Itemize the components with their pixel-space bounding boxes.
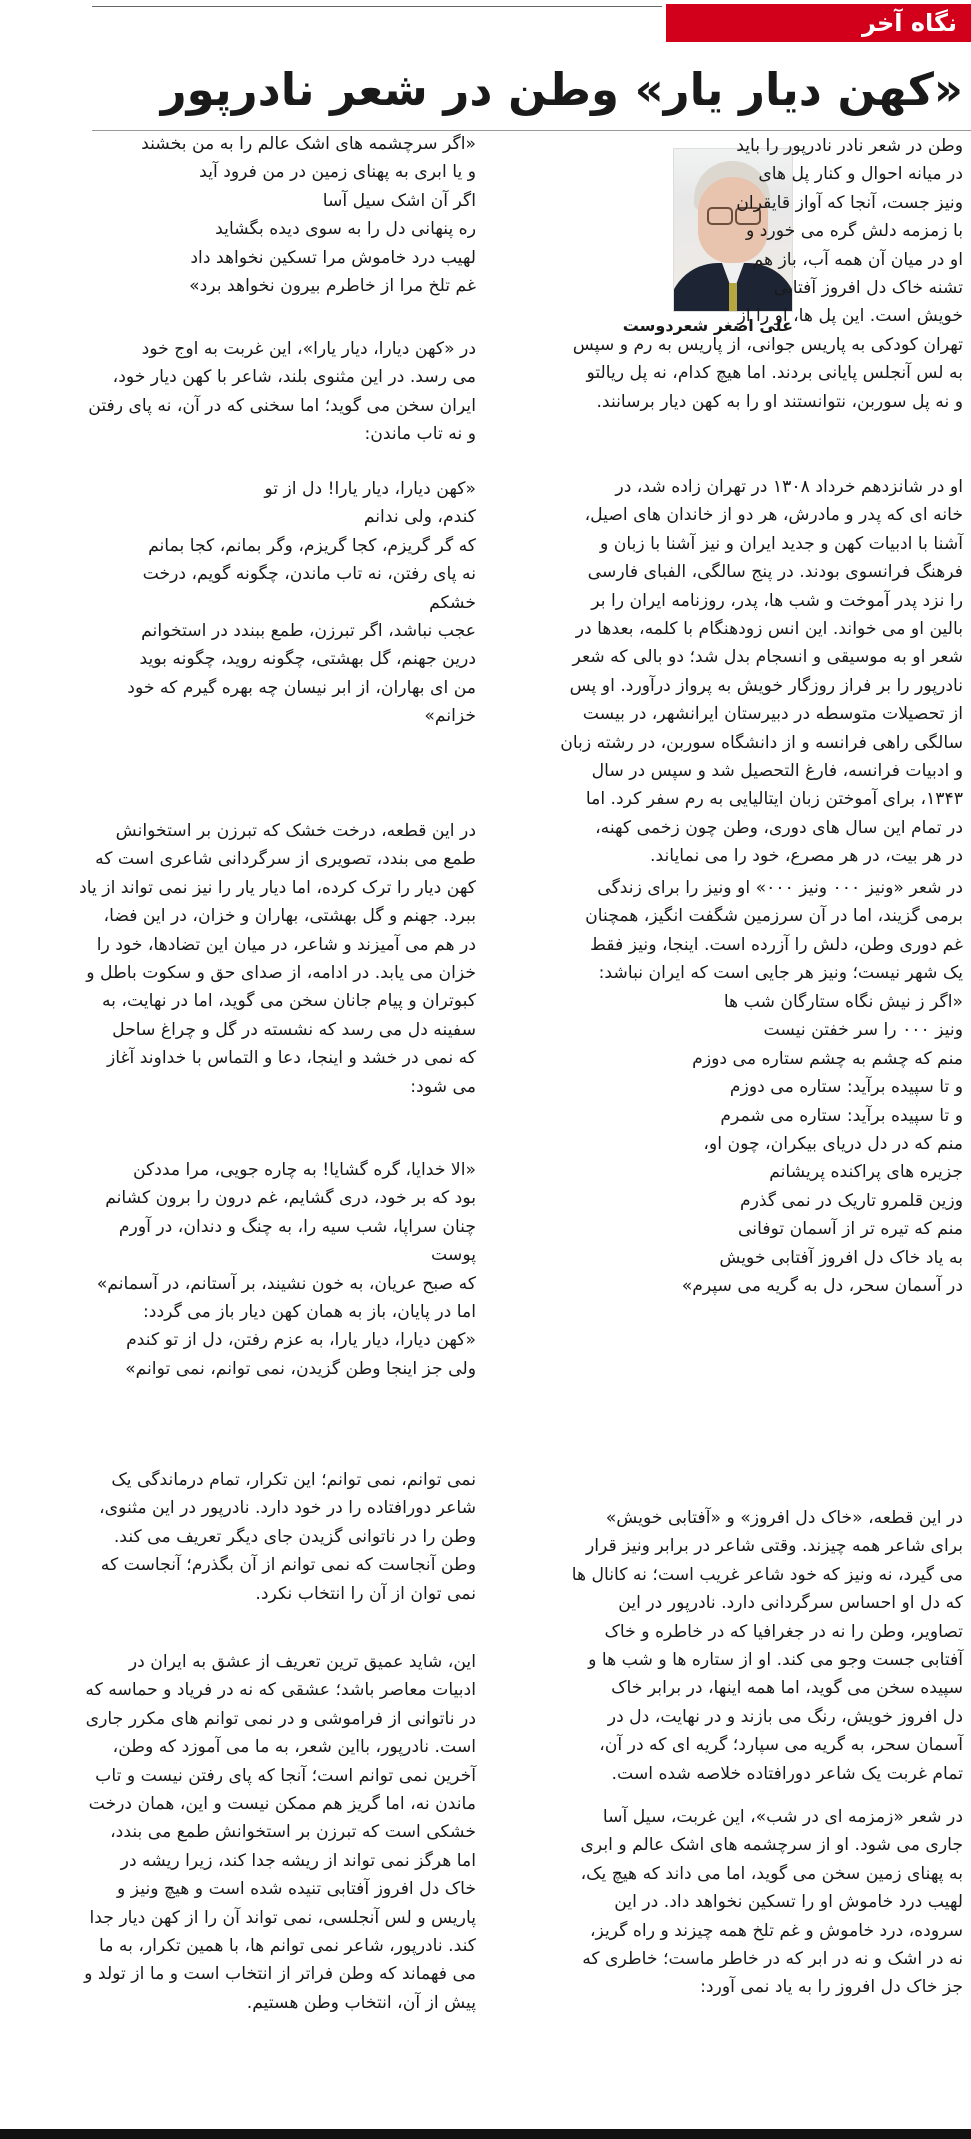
text-line: و ادبیات فرانسه، فارغ التحصیل شد و سپس در سال	[591, 761, 963, 782]
poem-venice	[495, 988, 963, 1300]
text-line: شاعر دورافتاده را در خود دارد. نادرپور در این مثنوی،	[99, 1498, 476, 1519]
text-line: در هم می آمیزند و شاعر، در میان این تضادها، خود را	[96, 934, 476, 955]
text-line: ونیز جست، آنجا که آواز قایقران	[736, 192, 963, 213]
paragraph-3	[495, 874, 963, 988]
text-line: غم دوری وطن، دلش را آزرده است. اینجا، ونیز فقط	[590, 934, 963, 955]
paragraph-2	[495, 473, 963, 871]
text-line: در ناتوانی از فراموشی و در نمی توانم های مکرر جاری	[85, 1708, 476, 1729]
text-line: ادبیات معاصر باشد؛ عشقی که نه در فریاد و حماسه که	[85, 1680, 476, 1701]
text-line: در شعر «ونیز ۰۰۰ ونیز ۰۰۰» او ونیز را برای زندگی	[597, 878, 963, 898]
text-line: وطن در شعر نادر نادرپور را باید	[736, 136, 963, 156]
text-line: تشنه خاک دل افروز آفتابی	[773, 278, 963, 299]
top-rule	[92, 6, 662, 7]
text-line: می رسد. در این مثنوی بلند، شاعر با کهن دیار خود،	[112, 367, 476, 388]
text-line: ماندن نه، اما گریز هم ممکن نیست و این، همان درخت	[88, 1794, 476, 1815]
text-line: در شعر «زمزمه ای در شب»، این غربت، سیل آسا	[602, 1807, 963, 1827]
text-line: ایران سخن می گوید؛ اما سخنی که در آن، نه پای رفتن	[88, 395, 476, 416]
paragraph-7	[36, 817, 476, 1101]
text-line: شعر او به موسیقی و انسجام بدل شد؛ دو بالی که شعر	[572, 647, 963, 668]
text-line: برمی گزیند، اما در آن سرزمین شگفت انگیز، همچنان	[585, 906, 963, 927]
text-line: من ای بهاران، از ابر نیسان چه بهره گیرم که خود	[127, 677, 476, 698]
text-line: عجب نباشد، اگر تبرزن، طمع ببندد در استخوانم	[141, 621, 476, 642]
author-name: علی اصغر شعردوست	[622, 316, 793, 335]
text-line: پوست	[431, 1245, 476, 1266]
text-line: «کهن دیارا، دیار یارا! دل از تو	[264, 479, 476, 499]
text-line: پیش از آن، انتخاب وطن هستیم.	[246, 1992, 476, 2013]
text-line: وزین قلمرو تاریک در نمی گذرم	[739, 1190, 963, 1211]
text-line: و یا ابری به پهنای زمین در من فرود آید	[199, 162, 476, 183]
text-line: خشکی است که تبرزن بر استخوانش طمع می بندد،	[110, 1822, 476, 1843]
text-line: بود که بر خود، دری گشایم، غم درون را برون کشانم	[105, 1188, 476, 1209]
text-line: به پهنای زمین سخن می گوید، اما می داند که هیچ یک،	[580, 1863, 963, 1884]
text-line: می فهماند که وطن فراتر از انتخاب است و ما از تولد و	[84, 1964, 476, 1985]
text-line: «الا خدایا، گره گشایا! به چاره جویی، مرا مددکن	[132, 1160, 476, 1180]
text-line: او در میان آن همه آب، باز هم	[752, 249, 963, 270]
text-line: سالگی راهی فرانسه و از دانشگاه سوربن، در رشته زبان	[560, 732, 963, 753]
text-line: سفینه دل می رسد که نشسته در گل و چراغ ساحل	[112, 1019, 476, 1040]
text-line: در آسمان سحر، دل به گریه می سپرم»	[681, 1276, 963, 1297]
text-line: در میانه احوال و کنار پل های	[758, 164, 963, 185]
text-line: خشکم	[429, 592, 476, 613]
text-line: ببرد. جهنم و گل بهشتی، بهاران و خزان، در این فضا،	[103, 906, 476, 927]
paragraph-5	[495, 1803, 963, 2002]
text-line: اما در پایان، باز به همان کهن دیار باز می گردد:	[143, 1302, 476, 1323]
text-line: «کهن دیارا، دیار یارا، به عزم رفتن، دل از تو کندم	[126, 1330, 476, 1351]
text-line: آخرین نمی توانم است؛ آنجا که پای رفتن نیست و تاب	[95, 1765, 476, 1786]
footer-rule	[0, 2129, 971, 2139]
text-line: و تا سپیده برآید: ستاره می دوزم	[729, 1077, 963, 1098]
text-line: خاک دل افروز آفتابی تنیده شده است و هیچ ونیز و	[117, 1879, 476, 1900]
text-line: و نه تاب ماندن:	[364, 424, 476, 445]
text-line: ره پنهانی دل را به سوی دیده بگشاید	[215, 219, 476, 240]
text-line: اما هرگز نمی تواند از ریشه جدا کند، زیرا ریشه در	[120, 1850, 476, 1871]
poem-whisper	[36, 130, 476, 300]
text-line: خویش است. این پل ها، او را از	[737, 306, 963, 327]
text-line: وطن را در ناتوانی گزیدن جای دیگر تعریف می کند.	[113, 1526, 476, 1547]
text-line: و تا سپیده برآید: ستاره می شمرم	[720, 1105, 963, 1126]
text-line: که صبح عریان، به خون نشیند، بر آستانم، در آسمانم»	[96, 1273, 476, 1294]
text-line: یک شهر نیست؛ ونیز هر جایی است که ایران نباشد:	[598, 963, 963, 984]
text-line: می شود:	[410, 1076, 476, 1097]
text-line: لهیب درد خاموش او را تسکین نخواهد داد. در این	[614, 1892, 963, 1913]
text-line: در هر بیت، در هر مصرع، خود را می نمایاند.	[650, 846, 963, 867]
text-line: نادرپور را بر فراز روزگار خویش به پرواز درآورد. او پس	[569, 675, 963, 696]
text-line: «اگر سرچشمه های اشک عالم را به من بخشند	[141, 134, 476, 154]
text-line: غم تلخ مرا از خاطرم بیرون نخواهد برد»	[189, 276, 476, 297]
text-line: است. نادرپور، بااین شعر، به ما می آموزد که وطن،	[112, 1737, 476, 1758]
text-line: دل افروز خویش، رنگ می بازند و در نهایت، دل در	[607, 1706, 963, 1727]
section-tag: نگاه آخر	[666, 4, 971, 42]
text-line: جز خاک دل افروز را به یاد نمی آورد:	[700, 1977, 963, 1998]
text-line: در «کهن دیارا، دیار یارا»، این غربت به اوج خود	[141, 339, 476, 359]
text-line: سپیده سخن می گوید، اما همه اینها، در برابر خاک	[611, 1678, 963, 1699]
text-line: در این قطعه، «خاک دل افروز» و «آفتابی خویش»	[605, 1508, 963, 1528]
text-line: فرهنگ فرانسوی بودند. در پنج سالگی، الفبای فارسی	[587, 562, 963, 583]
text-line: را نزد پدر آموخت و شب ها، پدر، روزنامه ایران را بر	[591, 590, 963, 611]
text-line: کند. نادرپور، شاعر نمی توانم ها، با همین تکرار، به ما	[98, 1936, 476, 1957]
text-line: تهران کودکی به پاریس جوانی، از پاریس به رم و سپس	[572, 334, 963, 355]
text-line: برای شاعر همه چیزند. وقتی شاعر در برابر ونیز قرار	[585, 1536, 963, 1557]
text-line: نمی توان از آن را انتخاب نکرد.	[255, 1583, 476, 1604]
text-line: که دل او احساس سرگردانی دارد. نادرپور در این	[618, 1593, 963, 1614]
paragraph-4	[495, 1504, 963, 1788]
text-line: و نه پل سوربن، نتوانستند او را به کهن دیار برسانند.	[596, 391, 963, 412]
text-line: می گیرد، نه ونیز که خود شاعر غریب است؛ نه کانال ها	[571, 1564, 963, 1585]
text-line: خزان می یابد. در ادامه، از صدای حق و سکوت باطل و	[86, 963, 476, 984]
text-line: پاریس و لس آنجلسی، نمی تواند آن را از کهن دیار جدا	[89, 1907, 476, 1928]
text-line: به لس آنجلس پایانی بردند. اما هیچ کدام، نه پل ریالتو	[586, 363, 963, 384]
text-line: جزیره های پراکنده پریشانم	[769, 1162, 963, 1183]
text-line: منم که در دل دریای بیکران، چون او،	[703, 1134, 963, 1155]
text-line: آفتابی جست وجو می کند. او از ستاره ها و شب ها و	[588, 1650, 963, 1671]
text-line: کهن دیار را ترک کرده، اما دیار یار را نیز نمی تواند از یاد	[79, 877, 476, 898]
text-line: ۱۳۴۳، برای آموختن زبان ایتالیایی به رم سفر کرد. اما	[585, 789, 963, 810]
text-line: وطن آنجاست که نمی توانم از آن بگذرم؛ آنجاست که	[100, 1555, 476, 1576]
text-line: او در شانزدهم خرداد ۱۳۰۸ در تهران زاده شد، در	[615, 477, 963, 497]
poem-old-land	[36, 475, 476, 731]
text-line: طمع می بندد، تصویری از سرگردانی شاعری است که	[95, 849, 476, 870]
text-line: لهیب درد خاموش مرا تسکین نخواهد داد	[190, 247, 476, 268]
text-line: از تحصیلات متوسطه در دبیرستان ایرانشهر، در بیست	[582, 704, 963, 725]
text-line: منم که تیره تر از آسمان توفانی	[737, 1219, 963, 1240]
text-line: که گر گریزم، کجا گریزم، وگر بمانم، کجا بمانم	[148, 535, 476, 556]
text-line: نه پای رفتن، نه تاب ماندن، چگونه گویم، درخت	[142, 564, 476, 585]
text-line: در تمام این سال های دوری، وطن چون زخمی کهنه،	[595, 817, 963, 838]
text-line: که نمی در خشد و اینجا، دعا و التماس با خداوند آغاز	[106, 1048, 476, 1069]
text-line: خزانم»	[424, 706, 476, 727]
text-line: جاری می شود. او از سرچشمه های اشک عالم و ابری	[580, 1835, 963, 1856]
text-line: تصاویر، وطن را نه در جغرافیا که در خاطره و خاک	[604, 1621, 963, 1642]
text-line: آسمان سحر، به گریه می سپارد؛ گریه ای که در آن،	[599, 1735, 963, 1756]
text-line: نمی توانم، نمی توانم؛ این تکرار، تمام درماندگی یک	[111, 1470, 476, 1490]
text-line: اگر آن اشک سیل آسا	[322, 190, 476, 211]
text-line: ونیز ۰۰۰ را سر خفتن نیست	[763, 1020, 963, 1041]
text-line: چنان سراپا، شب سیه را، به چنگ و دندان، در آورم	[118, 1216, 476, 1237]
text-line: کندم، ولی ندانم	[363, 507, 476, 528]
text-line: نه در اشک و نه در ابر که در خاطر ماست؛ خاطری که	[582, 1949, 963, 1970]
text-line: در این قطعه، درخت خشک که تبرزن بر استخوانش	[115, 821, 476, 841]
paragraph-9	[36, 1648, 476, 2017]
text-line: بالین او می خواند. این انس زودهنگام با کلمه، بعدها در	[575, 619, 963, 640]
text-line: «اگر ز نیش نگاه ستارگان شب ها	[723, 992, 963, 1012]
text-line: ولی جز اینجا وطن گزیدن، نمی توانم، نمی توانم»	[125, 1358, 476, 1379]
text-line: خانه ای که پدر و مادرش، هر دو از خاندان های اصیل،	[584, 505, 963, 526]
text-line: این، شاید عمیق ترین تعریف از عشق به ایران در	[128, 1652, 476, 1672]
text-line: کبوتران و پیام جانان سخن می گوید، اما در نهایت، به	[101, 991, 476, 1012]
paragraph-6	[36, 335, 476, 449]
text-line: به یاد خاک دل افروز آفتابی خویش	[719, 1247, 963, 1268]
text-line: با زمزمه دلش گره می خورد و	[746, 221, 963, 242]
text-line: درین جهنم، گل بهشتی، چگونه روید، چگونه بوید	[139, 649, 476, 670]
text-line: تمام غربت یک شاعر دورافتاده خلاصه شده است.	[611, 1763, 963, 1784]
headline: «کهن دیار یار» وطن در شعر نادرپور	[160, 63, 963, 116]
text-line: منم که چشم به چشم ستاره می دوزم	[692, 1048, 963, 1069]
paragraph-8	[36, 1466, 476, 1608]
poem-prayer	[36, 1156, 476, 1383]
text-line: سروده، درد خاموش و غم تلخ همه چیزند و راه گریز،	[589, 1920, 963, 1941]
paragraph-1	[495, 132, 963, 416]
text-line: آشنا با ادبیات کهن و جدید ایران و نیز آشنا با زبان و	[600, 533, 963, 554]
